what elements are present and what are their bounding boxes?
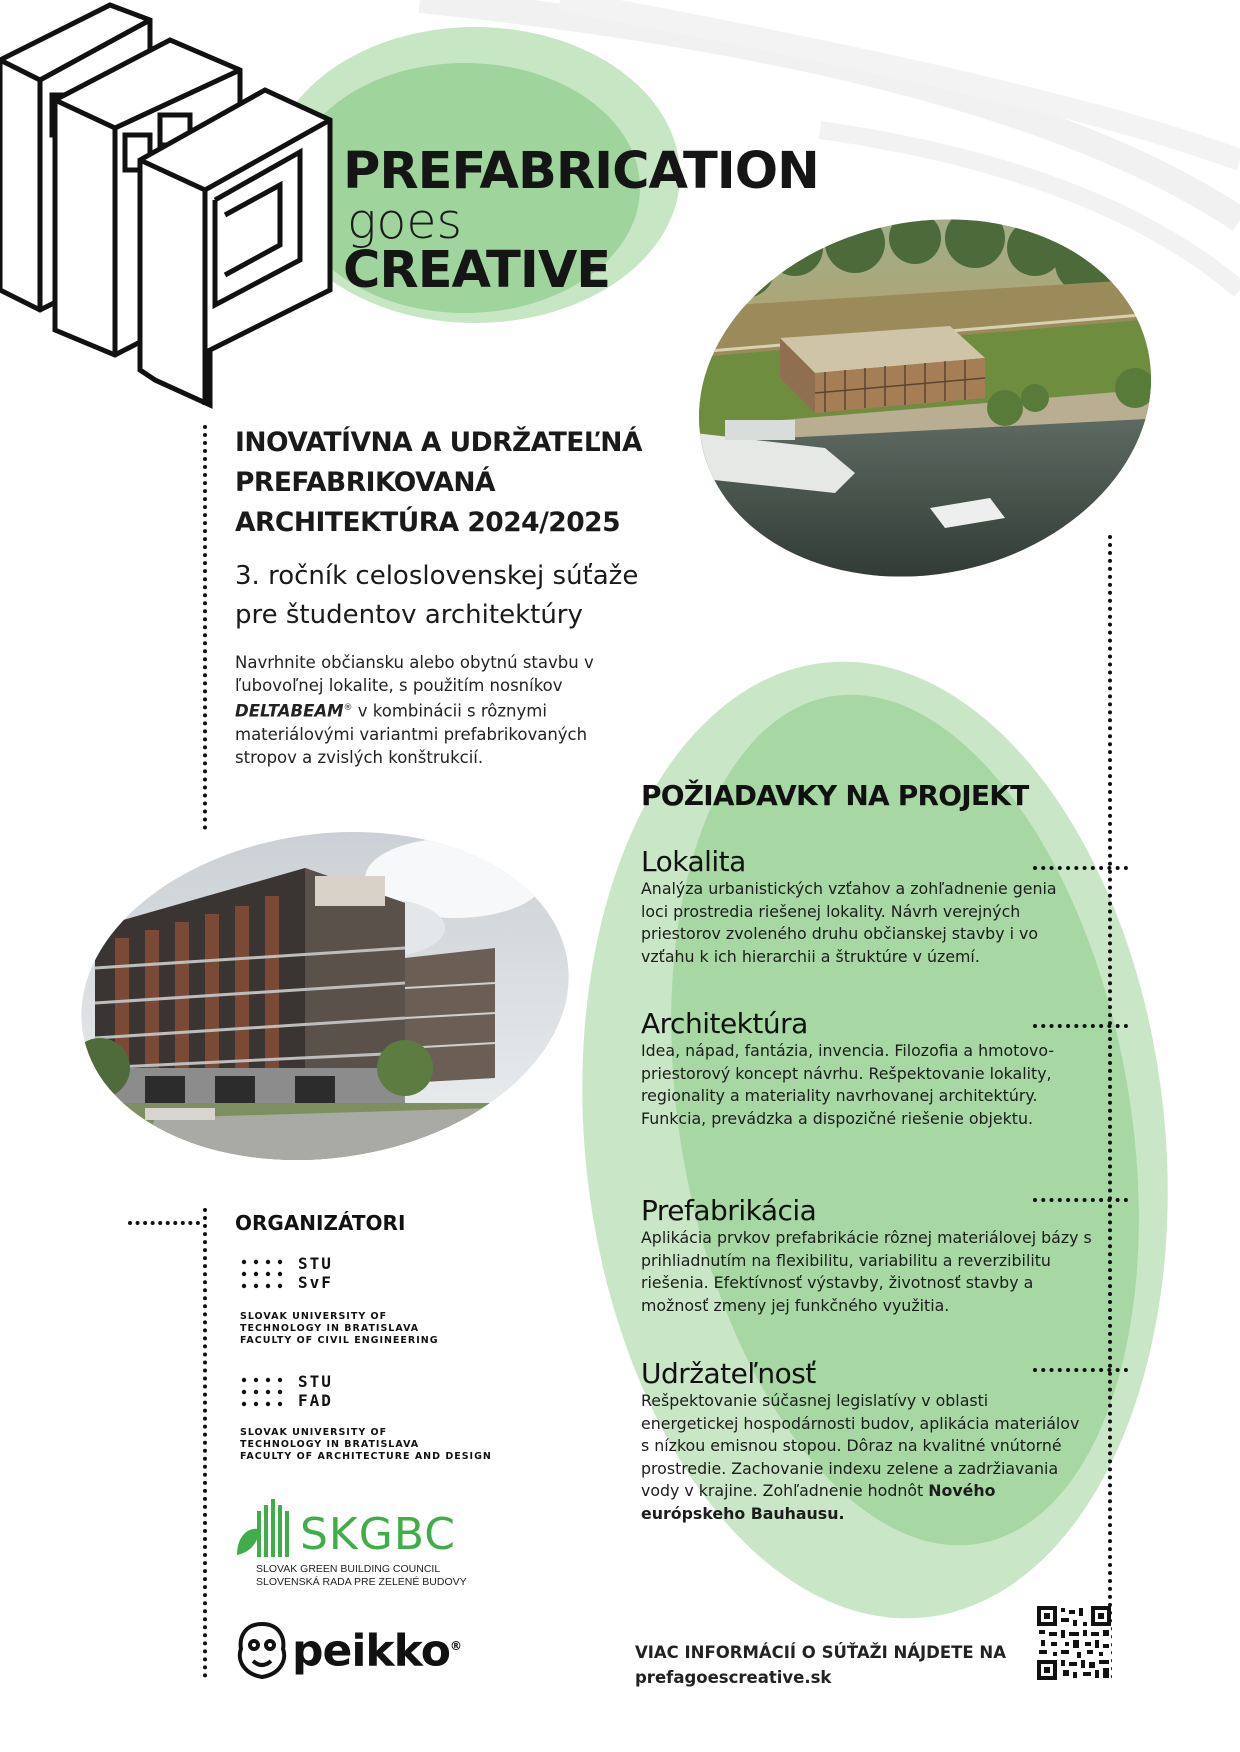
organizers-heading: ORGANIZÁTORI	[235, 1211, 406, 1235]
faculty-mark: FAD	[298, 1391, 333, 1410]
intro-heading-line-3: ARCHITEKTÚRA 2024/2025	[235, 507, 621, 538]
skgbc-name: SKGBC	[300, 1509, 457, 1560]
intro-subheading-line-2: pre študentov architektúry	[235, 600, 583, 630]
dot-grid-icon	[240, 1258, 290, 1296]
title-line-prefabrication: PREFABRICATION	[343, 142, 819, 201]
apartment-render-image	[75, 818, 575, 1173]
website-link[interactable]: prefagoescreative.sk	[635, 1668, 832, 1687]
section-prefabrikacia	[641, 1194, 1101, 1317]
caption-line: TECHNOLOGY IN BRATISLAVA	[240, 1439, 420, 1450]
harbor-render-image	[685, 208, 1165, 588]
qr-code-icon[interactable]	[1037, 1606, 1111, 1680]
intro-subheading	[235, 557, 638, 635]
footer-info	[635, 1640, 1006, 1690]
caption-line: SLOVAK GREEN BUILDING COUNCIL	[256, 1563, 441, 1575]
caption-line: SLOVENSKÁ RADA PRE ZELENÉ BUDOVY	[256, 1576, 467, 1588]
faculty-mark: SvF	[298, 1273, 333, 1292]
section-text-bold: Nového európskeho Bauhausu.	[641, 1481, 996, 1523]
deltabeam-brand: DELTABEAM	[235, 701, 344, 721]
section-text: Idea, nápad, fantázia, invencia. Filozofia a hmotovo-priestorový koncept návrhu. Rešpektovanie lokality, regionality a materiality navrhovanej architektúry. Funkcia, prevádzka a dispozičné riešenie objektu.	[641, 1041, 1055, 1128]
title-line-goes: goes	[347, 193, 463, 250]
stu-svf-caption	[240, 1311, 439, 1347]
requirements-heading: POŽIADAVKY NA PROJEKT	[641, 779, 1029, 812]
section-lokalita	[641, 845, 1081, 968]
caption-line: SLOVAK UNIVERSITY OF	[240, 1427, 388, 1438]
stu-mark: STU	[298, 1372, 333, 1391]
intro-heading	[235, 423, 642, 543]
caption-line: TECHNOLOGY IN BRATISLAVA	[240, 1323, 420, 1334]
caption-line: FACULTY OF ARCHITECTURE AND DESIGN	[240, 1451, 492, 1462]
section-title: Udržateľnosť	[641, 1357, 816, 1390]
organizers-dotted-marker	[128, 1221, 200, 1225]
intro-dotted-line	[203, 425, 207, 830]
intro-heading-line-1: INOVATÍVNA A UDRŽATEĽNÁ	[235, 427, 642, 458]
skgbc-caption	[256, 1563, 467, 1589]
intro-text-part-2: v kombinácii s rôznymi materiálovými variantmi prefabrikovaných stropov a zvislých konštrukcií.	[235, 701, 588, 767]
section-text: Analýza urbanistických vzťahov a zohľadnenie genia loci prostredia riešenej lokality. Návrh verejných priestorov zvoleného druhu občianskej stavby i vo vzťahu k ich hierarchii a štruktúre v území.	[641, 879, 1057, 966]
peikko-logo	[292, 1620, 461, 1678]
intro-text	[235, 651, 605, 769]
prefab-p-logo-icon	[0, 0, 340, 410]
caption-line: FACULTY OF CIVIL ENGINEERING	[240, 1335, 439, 1346]
section-title: Architektúra	[641, 1007, 808, 1040]
peikko-name: peikko	[292, 1625, 450, 1677]
section-title: Lokalita	[641, 845, 746, 878]
registered-mark: ®	[343, 703, 353, 713]
section-title: Prefabrikácia	[641, 1194, 817, 1227]
section-text	[641, 1390, 1081, 1525]
title-line-creative: CREATIVE	[343, 241, 611, 300]
registered-mark: ®	[450, 1639, 461, 1653]
right-dotted-line	[1108, 535, 1112, 1680]
troll-face-icon	[235, 1619, 290, 1681]
intro-heading-line-2: PREFABRIKOVANÁ	[235, 467, 496, 498]
section-udrzatelnost	[641, 1357, 1081, 1525]
building-leaf-icon	[235, 1497, 295, 1562]
section-text-main: Rešpektovanie súčasnej legislatívy v oblasti energetickej hospodárnosti budov, aplikácia materiálov s nízkou emisnou stopou. Dôraz na kvalitné vnútorné prostredie. Zachovanie indexu zelene a zadržiavania vody v krajine. Zohľadnenie hodnôt	[641, 1391, 1080, 1500]
caption-line: SLOVAK UNIVERSITY OF	[240, 1311, 388, 1322]
footer-info-line-1: VIAC INFORMÁCIÍ O SÚŤAŽI NÁJDETE NA	[635, 1643, 1006, 1662]
intro-text-part-1: Navrhnite občiansku alebo obytnú stavbu v ľubovoľnej lokalite, s použitím nosníkov	[235, 653, 594, 695]
stu-fad-caption	[240, 1427, 492, 1463]
section-architektura	[641, 1007, 1101, 1130]
section-text: Aplikácia prvkov prefabrikácie rôznej materiálovej bázy s prihliadnutím na flexibilitu, variabilitu a reverzibilitu riešenia. Efektívnosť výstavby, životnosť stavby a možnosť zmeny jej funkčného využitia.	[641, 1228, 1092, 1315]
organizers-dotted-line	[203, 1208, 207, 1678]
dot-grid-icon	[240, 1376, 290, 1414]
stu-mark: STU	[298, 1254, 333, 1273]
intro-subheading-line-1: 3. ročník celoslovenskej súťaže	[235, 561, 639, 591]
